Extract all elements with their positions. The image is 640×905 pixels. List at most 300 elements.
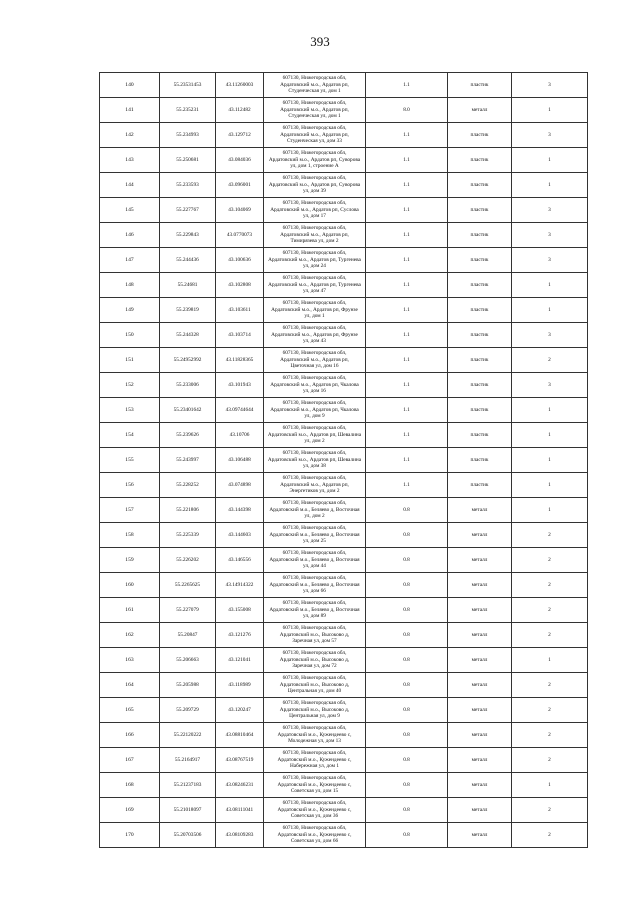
latitude-cell: 55.225339: [160, 523, 216, 548]
latitude-cell: 55.227767: [160, 198, 216, 223]
address-line: 607130, Нижегородская обл,: [282, 425, 347, 432]
address-line: 607130, Нижегородская обл,: [282, 500, 347, 507]
volume-cell: 1.1: [366, 248, 448, 273]
material-cell: металл: [448, 523, 512, 548]
address-line: Советская ул, дом 36: [290, 813, 339, 820]
address-line: Набережная ул, дом 1: [289, 763, 340, 770]
volume-cell: 0.8: [366, 598, 448, 623]
table-row: [100, 498, 588, 523]
address-cell: [264, 398, 366, 423]
count-cell: 2: [512, 573, 588, 598]
address-line: Цветочная ул, дом 16: [290, 363, 339, 370]
address-line: Ардатовский м.о., Кужендеево с,: [277, 806, 352, 813]
address-cell: [264, 498, 366, 523]
address-line: 607130, Нижегородская обл,: [282, 550, 347, 557]
longitude-cell: 43.0770073: [216, 223, 264, 248]
address-line: Ардатовский м.о., Беляево д, Восточная: [269, 581, 360, 588]
longitude-cell: 43.08767519: [216, 748, 264, 773]
address-cell: [264, 648, 366, 673]
row-number-cell: 168: [100, 773, 160, 798]
count-cell: 3: [512, 223, 588, 248]
address-line: ул, дом 16: [303, 388, 326, 395]
address-line: 607130, Нижегородская обл,: [282, 300, 347, 307]
volume-cell: 1.1: [366, 148, 448, 173]
address-line: Ардатовский м.о., Беляево д, Восточная: [269, 531, 360, 538]
count-cell: 1: [512, 398, 588, 423]
longitude-cell: 43.08109283: [216, 823, 264, 848]
address-cell: [264, 98, 366, 123]
address-cell: [264, 248, 366, 273]
address-cell: [264, 698, 366, 723]
latitude-cell: 55.20703506: [160, 823, 216, 848]
address-line: Студенческая ул, дом 1: [288, 113, 341, 120]
longitude-cell: 43.118989: [216, 673, 264, 698]
address-line: ул, дом 2: [304, 513, 325, 520]
address-line: Центральная ул, дом 9: [289, 713, 340, 720]
address-line: Ардатовский м.о., Высоково д,: [279, 706, 350, 713]
row-number-cell: 142: [100, 123, 160, 148]
volume-cell: 1.1: [366, 273, 448, 298]
address-line: Ардатовский м.о., Ардатов рп,: [280, 131, 349, 138]
table-row: [100, 148, 588, 173]
address-line: ул, дом 17: [303, 213, 326, 220]
material-cell: металл: [448, 98, 512, 123]
count-cell: 2: [512, 798, 588, 823]
address-line: 607130, Нижегородская обл,: [282, 150, 347, 157]
count-cell: 1: [512, 148, 588, 173]
count-cell: 3: [512, 373, 588, 398]
material-cell: пластик: [448, 198, 512, 223]
table-row: [100, 273, 588, 298]
address-cell: [264, 598, 366, 623]
row-number-cell: 149: [100, 298, 160, 323]
volume-cell: 1.1: [366, 73, 448, 98]
address-line: Молодежная ул, дом 13: [288, 738, 341, 745]
address-line: 607130, Нижегородская обл,: [282, 75, 347, 82]
count-cell: 1: [512, 298, 588, 323]
address-line: 607130, Нижегородская обл,: [282, 350, 347, 357]
volume-cell: 1.1: [366, 348, 448, 373]
latitude-cell: 55.206663: [160, 648, 216, 673]
latitude-cell: 55.221806: [160, 498, 216, 523]
address-line: Студенческая ул, дом 33: [287, 138, 342, 145]
address-line: ул, дом 89: [303, 613, 326, 620]
table-row: [100, 198, 588, 223]
count-cell: 2: [512, 723, 588, 748]
count-cell: 2: [512, 698, 588, 723]
longitude-cell: 43.103611: [216, 298, 264, 323]
address-line: 607130, Нижегородская обл,: [282, 375, 347, 382]
material-cell: пластик: [448, 123, 512, 148]
table-row: [100, 73, 588, 98]
address-line: Энергетиков ул, дом 2: [289, 488, 340, 495]
volume-cell: 0.8: [366, 773, 448, 798]
address-line: 607130, Нижегородская обл,: [282, 800, 347, 807]
material-cell: пластик: [448, 173, 512, 198]
volume-cell: 0.8: [366, 723, 448, 748]
latitude-cell: 55.228252: [160, 473, 216, 498]
address-line: Ардатовский м.о., Ардатов рп, Суслова: [270, 206, 359, 213]
address-line: Ардатовский м.о., Высоково д,: [279, 656, 350, 663]
address-cell: [264, 173, 366, 198]
latitude-cell: 55.234993: [160, 123, 216, 148]
address-line: ул, дом 25: [303, 538, 326, 545]
row-number-cell: 144: [100, 173, 160, 198]
address-cell: [264, 573, 366, 598]
address-line: 607130, Нижегородская обл,: [282, 450, 347, 457]
address-line: 607130, Нижегородская обл,: [282, 675, 347, 682]
row-number-cell: 158: [100, 523, 160, 548]
row-number-cell: 140: [100, 73, 160, 98]
volume-cell: 0.8: [366, 648, 448, 673]
row-number-cell: 166: [100, 723, 160, 748]
address-line: Ардатовский м.о., Беляево д, Восточная: [269, 606, 360, 613]
address-line: Ардатовский м.о., Ардатов рп, Фрунзе: [271, 306, 358, 313]
row-number-cell: 152: [100, 373, 160, 398]
volume-cell: 1.1: [366, 398, 448, 423]
address-line: Ардатовский м.о., Ардатов рп, Чкалова: [270, 381, 359, 388]
address-line: Ардатовский м.о., Ардатов рп, Фрунзе: [271, 331, 358, 338]
table-row: [100, 373, 588, 398]
volume-cell: 1.1: [366, 323, 448, 348]
latitude-cell: 55.21237183: [160, 773, 216, 798]
address-line: Центральная ул, дом 40: [287, 688, 342, 695]
latitude-cell: 55.226202: [160, 548, 216, 573]
address-line: Ардатовский м.о., Кужендеево с,: [277, 781, 352, 788]
address-line: 607130, Нижегородская обл,: [282, 200, 347, 207]
address-line: 607130, Нижегородская обл,: [282, 175, 347, 182]
longitude-cell: 43.096001: [216, 173, 264, 198]
count-cell: 2: [512, 523, 588, 548]
table-row: [100, 623, 588, 648]
material-cell: металл: [448, 648, 512, 673]
address-line: ул, дом 44: [303, 563, 326, 570]
address-cell: [264, 273, 366, 298]
address-line: Ардатовский м.о., Высоково д,: [279, 631, 350, 638]
address-line: 607130, Нижегородская обл,: [282, 525, 347, 532]
address-line: Заречная ул, дом 57: [292, 638, 337, 645]
address-line: 607130, Нижегородская обл,: [282, 625, 347, 632]
volume-cell: 1.1: [366, 423, 448, 448]
material-cell: пластик: [448, 348, 512, 373]
count-cell: 1: [512, 173, 588, 198]
table-row: [100, 473, 588, 498]
table-row: [100, 398, 588, 423]
material-cell: металл: [448, 498, 512, 523]
address-line: 607130, Нижегородская обл,: [282, 700, 347, 707]
material-cell: пластик: [448, 223, 512, 248]
material-cell: металл: [448, 673, 512, 698]
volume-cell: 0.8: [366, 798, 448, 823]
material-cell: пластик: [448, 248, 512, 273]
count-cell: 1: [512, 273, 588, 298]
longitude-cell: 43.121276: [216, 623, 264, 648]
latitude-cell: 55.244328: [160, 323, 216, 348]
longitude-cell: 43.09744644: [216, 398, 264, 423]
count-cell: 2: [512, 548, 588, 573]
table-row: [100, 248, 588, 273]
longitude-cell: 43.144398: [216, 498, 264, 523]
address-cell: [264, 798, 366, 823]
longitude-cell: 43.11828365: [216, 348, 264, 373]
row-number-cell: 163: [100, 648, 160, 673]
address-line: Советская ул, дом 66: [290, 838, 339, 845]
row-number-cell: 153: [100, 398, 160, 423]
row-number-cell: 155: [100, 448, 160, 473]
address-cell: [264, 423, 366, 448]
address-cell: [264, 148, 366, 173]
volume-cell: 0.8: [366, 498, 448, 523]
address-cell: [264, 223, 366, 248]
latitude-cell: 55.239626: [160, 423, 216, 448]
material-cell: пластик: [448, 273, 512, 298]
address-cell: [264, 748, 366, 773]
table-row: [100, 448, 588, 473]
address-line: 607130, Нижегородская обл,: [282, 775, 347, 782]
row-number-cell: 164: [100, 673, 160, 698]
latitude-cell: 55.2164917: [160, 748, 216, 773]
latitude-cell: 55.235231: [160, 98, 216, 123]
count-cell: 2: [512, 348, 588, 373]
table-row: [100, 548, 588, 573]
table-row: [100, 773, 588, 798]
longitude-cell: 43.10706: [216, 423, 264, 448]
count-cell: 1: [512, 773, 588, 798]
material-cell: пластик: [448, 73, 512, 98]
address-cell: [264, 298, 366, 323]
volume-cell: 1.1: [366, 198, 448, 223]
table-row: [100, 823, 588, 848]
address-cell: [264, 323, 366, 348]
volume-cell: 0.8: [366, 523, 448, 548]
latitude-cell: 55.22120222: [160, 723, 216, 748]
count-cell: 3: [512, 323, 588, 348]
address-line: ул, дом 24: [303, 263, 326, 270]
address-line: 607130, Нижегородская обл,: [282, 825, 347, 832]
address-line: Ардатовский м.о., Ардатов рп,: [280, 231, 349, 238]
address-line: 607130, Нижегородская обл,: [282, 475, 347, 482]
count-cell: 1: [512, 423, 588, 448]
material-cell: пластик: [448, 448, 512, 473]
volume-cell: 1.1: [366, 473, 448, 498]
address-cell: [264, 348, 366, 373]
address-line: ул, дом 2: [304, 438, 325, 445]
table-row: [100, 298, 588, 323]
latitude-cell: 55.239819: [160, 298, 216, 323]
table-row: [100, 698, 588, 723]
table-row: [100, 423, 588, 448]
volume-cell: 0.8: [366, 673, 448, 698]
longitude-cell: 43.100636: [216, 248, 264, 273]
address-line: 607130, Нижегородская обл,: [282, 100, 347, 107]
material-cell: металл: [448, 573, 512, 598]
material-cell: пластик: [448, 148, 512, 173]
material-cell: металл: [448, 773, 512, 798]
address-line: Ардатовский м.о., Ардатов рп, Суворова: [268, 181, 361, 188]
table-row: [100, 98, 588, 123]
address-line: 607130, Нижегородская обл,: [282, 575, 347, 582]
count-cell: 3: [512, 198, 588, 223]
latitude-cell: 55.20847: [160, 623, 216, 648]
address-line: Советская ул, дом 15: [290, 788, 339, 795]
row-number-cell: 146: [100, 223, 160, 248]
latitude-cell: 55.227079: [160, 598, 216, 623]
count-cell: 1: [512, 473, 588, 498]
volume-cell: 0.8: [366, 573, 448, 598]
longitude-cell: 43.121041: [216, 648, 264, 673]
volume-cell: 1.1: [366, 123, 448, 148]
count-cell: 2: [512, 673, 588, 698]
address-line: 607130, Нижегородская обл,: [282, 750, 347, 757]
address-line: Ардатовский м.о., Кужендеево с,: [277, 831, 352, 838]
container-sites-table: [99, 72, 588, 848]
material-cell: металл: [448, 623, 512, 648]
longitude-cell: 43.074898: [216, 473, 264, 498]
material-cell: металл: [448, 723, 512, 748]
address-line: ул, дом 38: [303, 463, 326, 470]
address-line: Ардатовский м.о., Кужендеево с,: [277, 731, 352, 738]
material-cell: пластик: [448, 473, 512, 498]
latitude-cell: 55.209729: [160, 698, 216, 723]
latitude-cell: 55.24681: [160, 273, 216, 298]
volume-cell: 0.8: [366, 623, 448, 648]
address-cell: [264, 548, 366, 573]
row-number-cell: 156: [100, 473, 160, 498]
address-line: Ардатовский м.о., Ардатов рп,: [280, 81, 349, 88]
table-row: [100, 523, 588, 548]
table-row: [100, 123, 588, 148]
volume-cell: 0.8: [366, 698, 448, 723]
count-cell: 1: [512, 648, 588, 673]
address-line: 607130, Нижегородская обл,: [282, 325, 347, 332]
longitude-cell: 43.104069: [216, 198, 264, 223]
table-row: [100, 323, 588, 348]
longitude-cell: 43.120247: [216, 698, 264, 723]
latitude-cell: 55.21018097: [160, 798, 216, 823]
volume-cell: 1.1: [366, 373, 448, 398]
address-line: Тимирязева ул, дом 2: [290, 238, 339, 245]
volume-cell: 0.8: [366, 823, 448, 848]
count-cell: 3: [512, 73, 588, 98]
row-number-cell: 151: [100, 348, 160, 373]
longitude-cell: 43.144603: [216, 523, 264, 548]
longitude-cell: 43.14914322: [216, 573, 264, 598]
address-line: Ардатовский м.о., Беляево д, Восточная: [269, 556, 360, 563]
address-line: 607130, Нижегородская обл,: [282, 600, 347, 607]
longitude-cell: 43.084036: [216, 148, 264, 173]
address-line: ул, дом 43: [303, 338, 326, 345]
count-cell: 1: [512, 448, 588, 473]
row-number-cell: 150: [100, 323, 160, 348]
address-line: Ардатовский м.о., Кужендеево с,: [277, 756, 352, 763]
table-row: [100, 748, 588, 773]
longitude-cell: 43.08810464: [216, 723, 264, 748]
address-cell: [264, 198, 366, 223]
material-cell: металл: [448, 698, 512, 723]
volume-cell: 8.0: [366, 98, 448, 123]
count-cell: 2: [512, 748, 588, 773]
address-cell: [264, 623, 366, 648]
address-line: Ардатовский м.о., Ардатов рп, Тургенева: [268, 256, 361, 263]
address-line: Ардатовский м.о., Ардатов рп, Шевалина: [267, 456, 362, 463]
latitude-cell: 55.233593: [160, 173, 216, 198]
address-cell: [264, 373, 366, 398]
longitude-cell: 43.112482: [216, 98, 264, 123]
material-cell: пластик: [448, 373, 512, 398]
row-number-cell: 145: [100, 198, 160, 223]
address-cell: [264, 123, 366, 148]
table-row: [100, 348, 588, 373]
address-line: Ардатовский м.о., Высоково д,: [279, 681, 350, 688]
row-number-cell: 169: [100, 798, 160, 823]
address-line: ул, дом 66: [303, 588, 326, 595]
table-row: [100, 173, 588, 198]
material-cell: пластик: [448, 423, 512, 448]
address-line: Ардатовский м.о., Ардатов рп,: [280, 481, 349, 488]
row-number-cell: 154: [100, 423, 160, 448]
row-number-cell: 170: [100, 823, 160, 848]
row-number-cell: 165: [100, 698, 160, 723]
longitude-cell: 43.103714: [216, 323, 264, 348]
volume-cell: 0.8: [366, 548, 448, 573]
count-cell: 3: [512, 248, 588, 273]
volume-cell: 1.1: [366, 173, 448, 198]
address-cell: [264, 773, 366, 798]
address-cell: [264, 523, 366, 548]
latitude-cell: 55.244436: [160, 248, 216, 273]
longitude-cell: 43.106488: [216, 448, 264, 473]
latitude-cell: 55.24952992: [160, 348, 216, 373]
row-number-cell: 147: [100, 248, 160, 273]
address-cell: [264, 823, 366, 848]
row-number-cell: 143: [100, 148, 160, 173]
table-row: [100, 648, 588, 673]
address-line: Ардатовский м.о., Ардатов рп,: [280, 356, 349, 363]
volume-cell: 1.1: [366, 448, 448, 473]
latitude-cell: 55.205988: [160, 673, 216, 698]
material-cell: пластик: [448, 323, 512, 348]
address-line: ул, дом 39: [303, 188, 326, 195]
address-line: Ардатовский м.о., Ардатов рп, Чкалова: [270, 406, 359, 413]
longitude-cell: 43.11260003: [216, 73, 264, 98]
table-row: [100, 223, 588, 248]
page-number: 393: [310, 34, 330, 49]
row-number-cell: 161: [100, 598, 160, 623]
latitude-cell: 55.23531453: [160, 73, 216, 98]
table-row: [100, 598, 588, 623]
latitude-cell: 55.2265625: [160, 573, 216, 598]
count-cell: 1: [512, 498, 588, 523]
address-line: 607130, Нижегородская обл,: [282, 275, 347, 282]
material-cell: металл: [448, 598, 512, 623]
address-line: ул, дом 47: [303, 288, 326, 295]
longitude-cell: 43.101943: [216, 373, 264, 398]
count-cell: 2: [512, 623, 588, 648]
address-line: 607130, Нижегородская обл,: [282, 125, 347, 132]
address-line: Ардатовский м.о., Ардатов рп, Тургенева: [268, 281, 361, 288]
latitude-cell: 55.243997: [160, 448, 216, 473]
address-cell: [264, 723, 366, 748]
latitude-cell: 55.250681: [160, 148, 216, 173]
count-cell: 3: [512, 123, 588, 148]
material-cell: металл: [448, 748, 512, 773]
latitude-cell: 55.233006: [160, 373, 216, 398]
table-row: [100, 723, 588, 748]
address-cell: [264, 473, 366, 498]
table-row: [100, 673, 588, 698]
address-line: Студенческая ул, дом 1: [288, 88, 341, 95]
count-cell: 2: [512, 598, 588, 623]
